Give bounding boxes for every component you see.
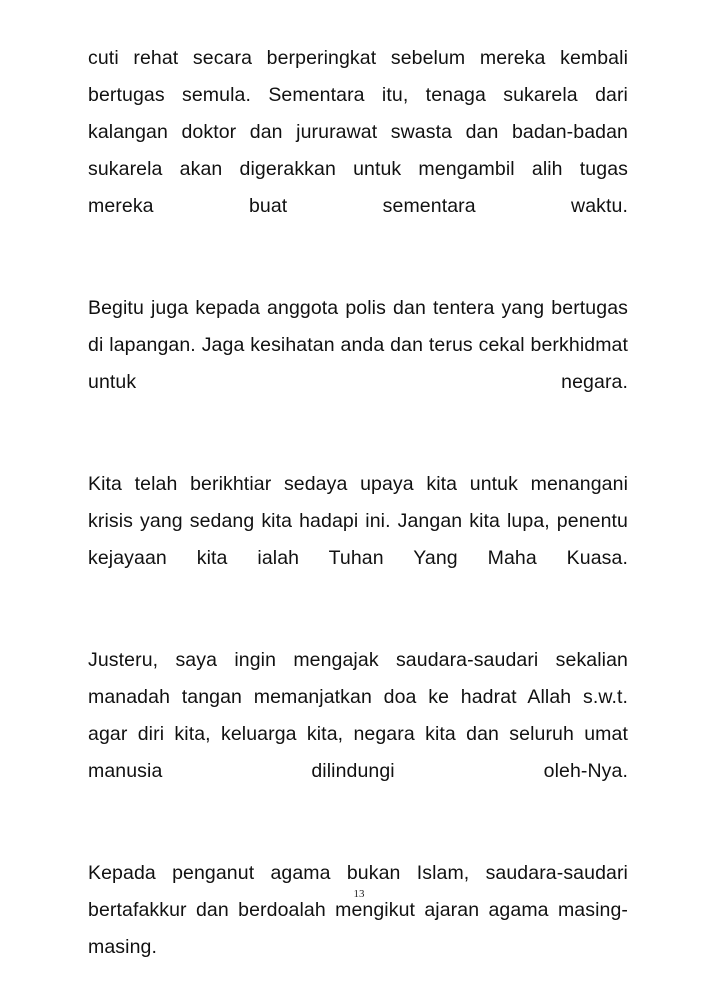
document-text-body [88, 40, 628, 1003]
paragraph: Justeru, saya ingin mengajak saudara-saudari sekalian manadah tangan memanjatkan doa ke hadrat Allah s.w.t. agar diri kita, keluarga kita, negara kita dan seluruh umat manusia dilindungi oleh-Nya. [88, 649, 628, 782]
page-number: 13 [353, 888, 365, 900]
paragraph: Kepada penganut agama bukan Islam, saudara-saudari bertafakkur dan berdoalah mengikut ajaran agama masing-masing. [88, 862, 628, 958]
paragraph: Begitu juga kepada anggota polis dan tentera yang bertugas di lapangan. Jaga kesihatan anda dan terus cekal berkhidmat untuk negara. [88, 297, 628, 393]
paragraph: Kita telah berikhtiar sedaya upaya kita untuk menangani krisis yang sedang kita hadapi ini. Jangan kita lupa, penentu kejayaan kita ialah Tuhan Yang Maha Kuasa. [88, 473, 628, 569]
paragraph: cuti rehat secara berperingkat sebelum mereka kembali bertugas semula. Sementara itu, tenaga sukarela dari kalangan doktor dan jururawat swasta dan badan-badan sukarela akan digerakkan untuk mengambil alih tugas mereka buat sementara waktu. [88, 47, 628, 217]
